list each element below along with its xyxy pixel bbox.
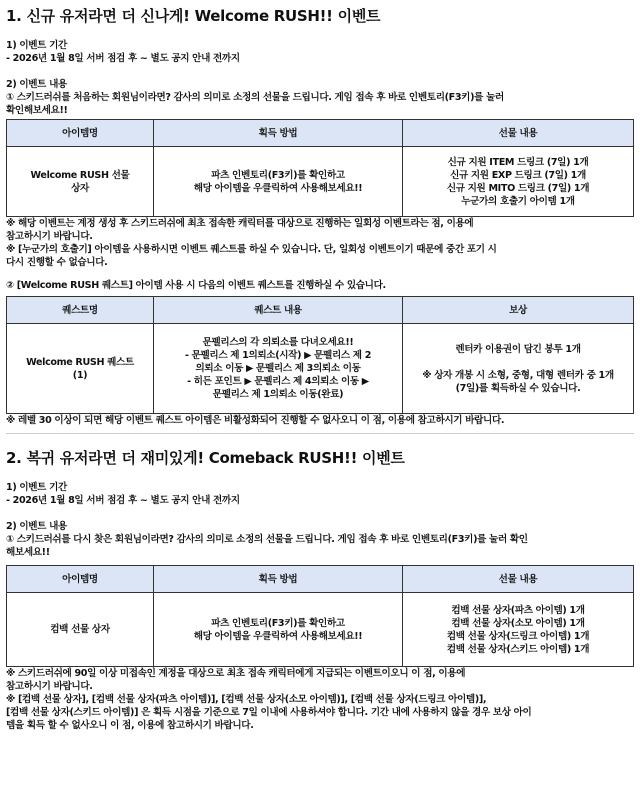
header-gift: 선물 내용 bbox=[403, 120, 634, 147]
method-cell: 파츠 인벤토리(F3키)를 확인하고 해당 아이템을 우클릭하여 사용해보세요!! bbox=[154, 593, 403, 667]
event1-note-1: ※ 해당 이벤트는 계정 생성 후 스키드러쉬에 최초 접속한 캐릭터를 대상으로 진행하는 일회성 이벤트라는 점, 이용에 참고하시기 바랍니다. bbox=[6, 218, 474, 242]
table-row bbox=[7, 147, 634, 217]
header-method: 획득 방법 bbox=[154, 120, 403, 147]
gift-cell: 신규 지원 ITEM 드링크 (7일) 1개 신규 지원 EXP 드링크 (7일) 1개 신규 지원 MITO 드링크 (7일) 1개 누군가의 호출기 아이템 1개 bbox=[403, 147, 634, 217]
quest-name-cell: Welcome RUSH 퀘스트 (1) bbox=[7, 324, 154, 414]
event1-intro: ① 스키드러쉬를 처음하는 회원님이라면? 감사의 의미로 소정의 선물을 드립니다. 게임 접속 후 바로 인벤토리(F3키)를 눌러 확인해보세요!! bbox=[6, 92, 504, 116]
event2-period-text: - 2026년 1월 8일 서버 점검 후 ~ 별도 공지 안내 전까지 bbox=[6, 495, 240, 506]
header-method: 획득 방법 bbox=[154, 566, 403, 593]
header-item-name: 아이템명 bbox=[7, 120, 154, 147]
event1-period-text: - 2026년 1월 8일 서버 점검 후 ~ 별도 공지 안내 전까지 bbox=[6, 53, 240, 64]
table-row bbox=[7, 324, 634, 414]
method-cell: 파츠 인벤토리(F3키)를 확인하고 해당 아이템을 우클릭하여 사용해보세요!! bbox=[154, 147, 403, 217]
header-quest-content: 퀘스트 내용 bbox=[154, 297, 403, 324]
header-quest-name: 퀘스트명 bbox=[7, 297, 154, 324]
reward-cell: 렌터카 이용권이 담긴 봉투 1개 ※ 상자 개봉 시 소형, 중형, 대형 렌터카 중 1개 (7일)를 획득하실 수 있습니다. bbox=[403, 324, 634, 414]
event2-item-table bbox=[6, 565, 634, 667]
event1-title: 1. 신규 유저라면 더 신나게! Welcome RUSH!! 이벤트 bbox=[6, 7, 381, 25]
event2-intro: ① 스키드러쉬를 다시 찾은 회원님이라면? 감사의 의미로 소정의 선물을 드립니다. 게임 접속 후 바로 인벤토리(F3키)를 눌러 확인 해보세요!! bbox=[6, 534, 528, 558]
gift-cell: 컴백 선물 상자(파츠 아이템) 1개 컴백 선물 상자(소모 아이템) 1개 컴백 선물 상자(드링크 아이템) 1개 컴백 선물 상자(스키드 아이템) 1개 bbox=[403, 593, 634, 667]
event2-note-1: ※ 스키드러쉬에 90일 이상 미접속인 계정을 대상으로 최초 접속 캐릭터에게 지급되는 이벤트이오니 이 점, 이용에 참고하시기 바랍니다. bbox=[6, 668, 466, 692]
header-item-name: 아이템명 bbox=[7, 566, 154, 593]
item-name-cell: Welcome RUSH 선물 상자 bbox=[7, 147, 154, 217]
event1-note-3: ※ 레벨 30 이상이 되면 해당 이벤트 퀘스트 아이템은 비활성화되어 진행할 수 없사오니 이 점, 이용에 참고하시기 바랍니다. bbox=[6, 415, 505, 426]
event1-item-table bbox=[6, 119, 634, 217]
event2-title: 2. 복귀 유저라면 더 재미있게! Comeback RUSH!! 이벤트 bbox=[6, 449, 405, 467]
event1-note-2: ※ [누군가의 호출기] 아이템을 사용하시면 이벤트 퀘스트를 하실 수 있습니다. 단, 일회성 이벤트이기 때문에 중간 포기 시 다시 진행할 수 없습니다. bbox=[6, 244, 497, 268]
event1-quest-intro: ② [Welcome RUSH 퀘스트] 아이템 사용 시 다음의 이벤트 퀘스트를 진행하실 수 있습니다. bbox=[6, 280, 386, 291]
event2-content-heading: 2) 이벤트 내용 bbox=[6, 521, 67, 532]
event2-note-2: ※ [컴백 선물 상자], [컴백 선물 상자(파츠 아이템)], [컴백 선물 상자(소모 아이템)], [컴백 선물 상자(드링크 아이템)], [컴백 선물 상자(스키드 아이템)] 은 획득 시점을 기준으로 7일 이내에 사용하셔야 합니다. 기간 내에 사용하지 않을 경우 보상 아이 템을 획득 할 수 없사오니 이 점, 이용에 참고하시기 바랍니다. bbox=[6, 694, 532, 731]
table-row bbox=[7, 593, 634, 667]
table-header-row bbox=[7, 297, 634, 324]
event2-period-heading: 1) 이벤트 기간 bbox=[6, 482, 67, 493]
event1-period-heading: 1) 이벤트 기간 bbox=[6, 40, 67, 51]
event1-quest-table bbox=[6, 296, 634, 414]
event1-content-heading: 2) 이벤트 내용 bbox=[6, 79, 67, 90]
item-name-cell: 컴백 선물 상자 bbox=[7, 593, 154, 667]
header-reward: 보상 bbox=[403, 297, 634, 324]
table-header-row bbox=[7, 566, 634, 593]
header-gift: 선물 내용 bbox=[403, 566, 634, 593]
table-header-row bbox=[7, 120, 634, 147]
quest-content-cell: 문펠리스의 각 의뢰소를 다녀오세요!! - 문펠리스 제 1의뢰소(시작) ▶ 문펠리스 제 2 의뢰소 이동 ▶ 문펠리스 제 3의뢰소 이동 - 히든 포인트 ▶ 문펠리스 제 4의뢰소 이동 ▶ 문펠리스 제 1의뢰소 이동(완료) bbox=[154, 324, 403, 414]
